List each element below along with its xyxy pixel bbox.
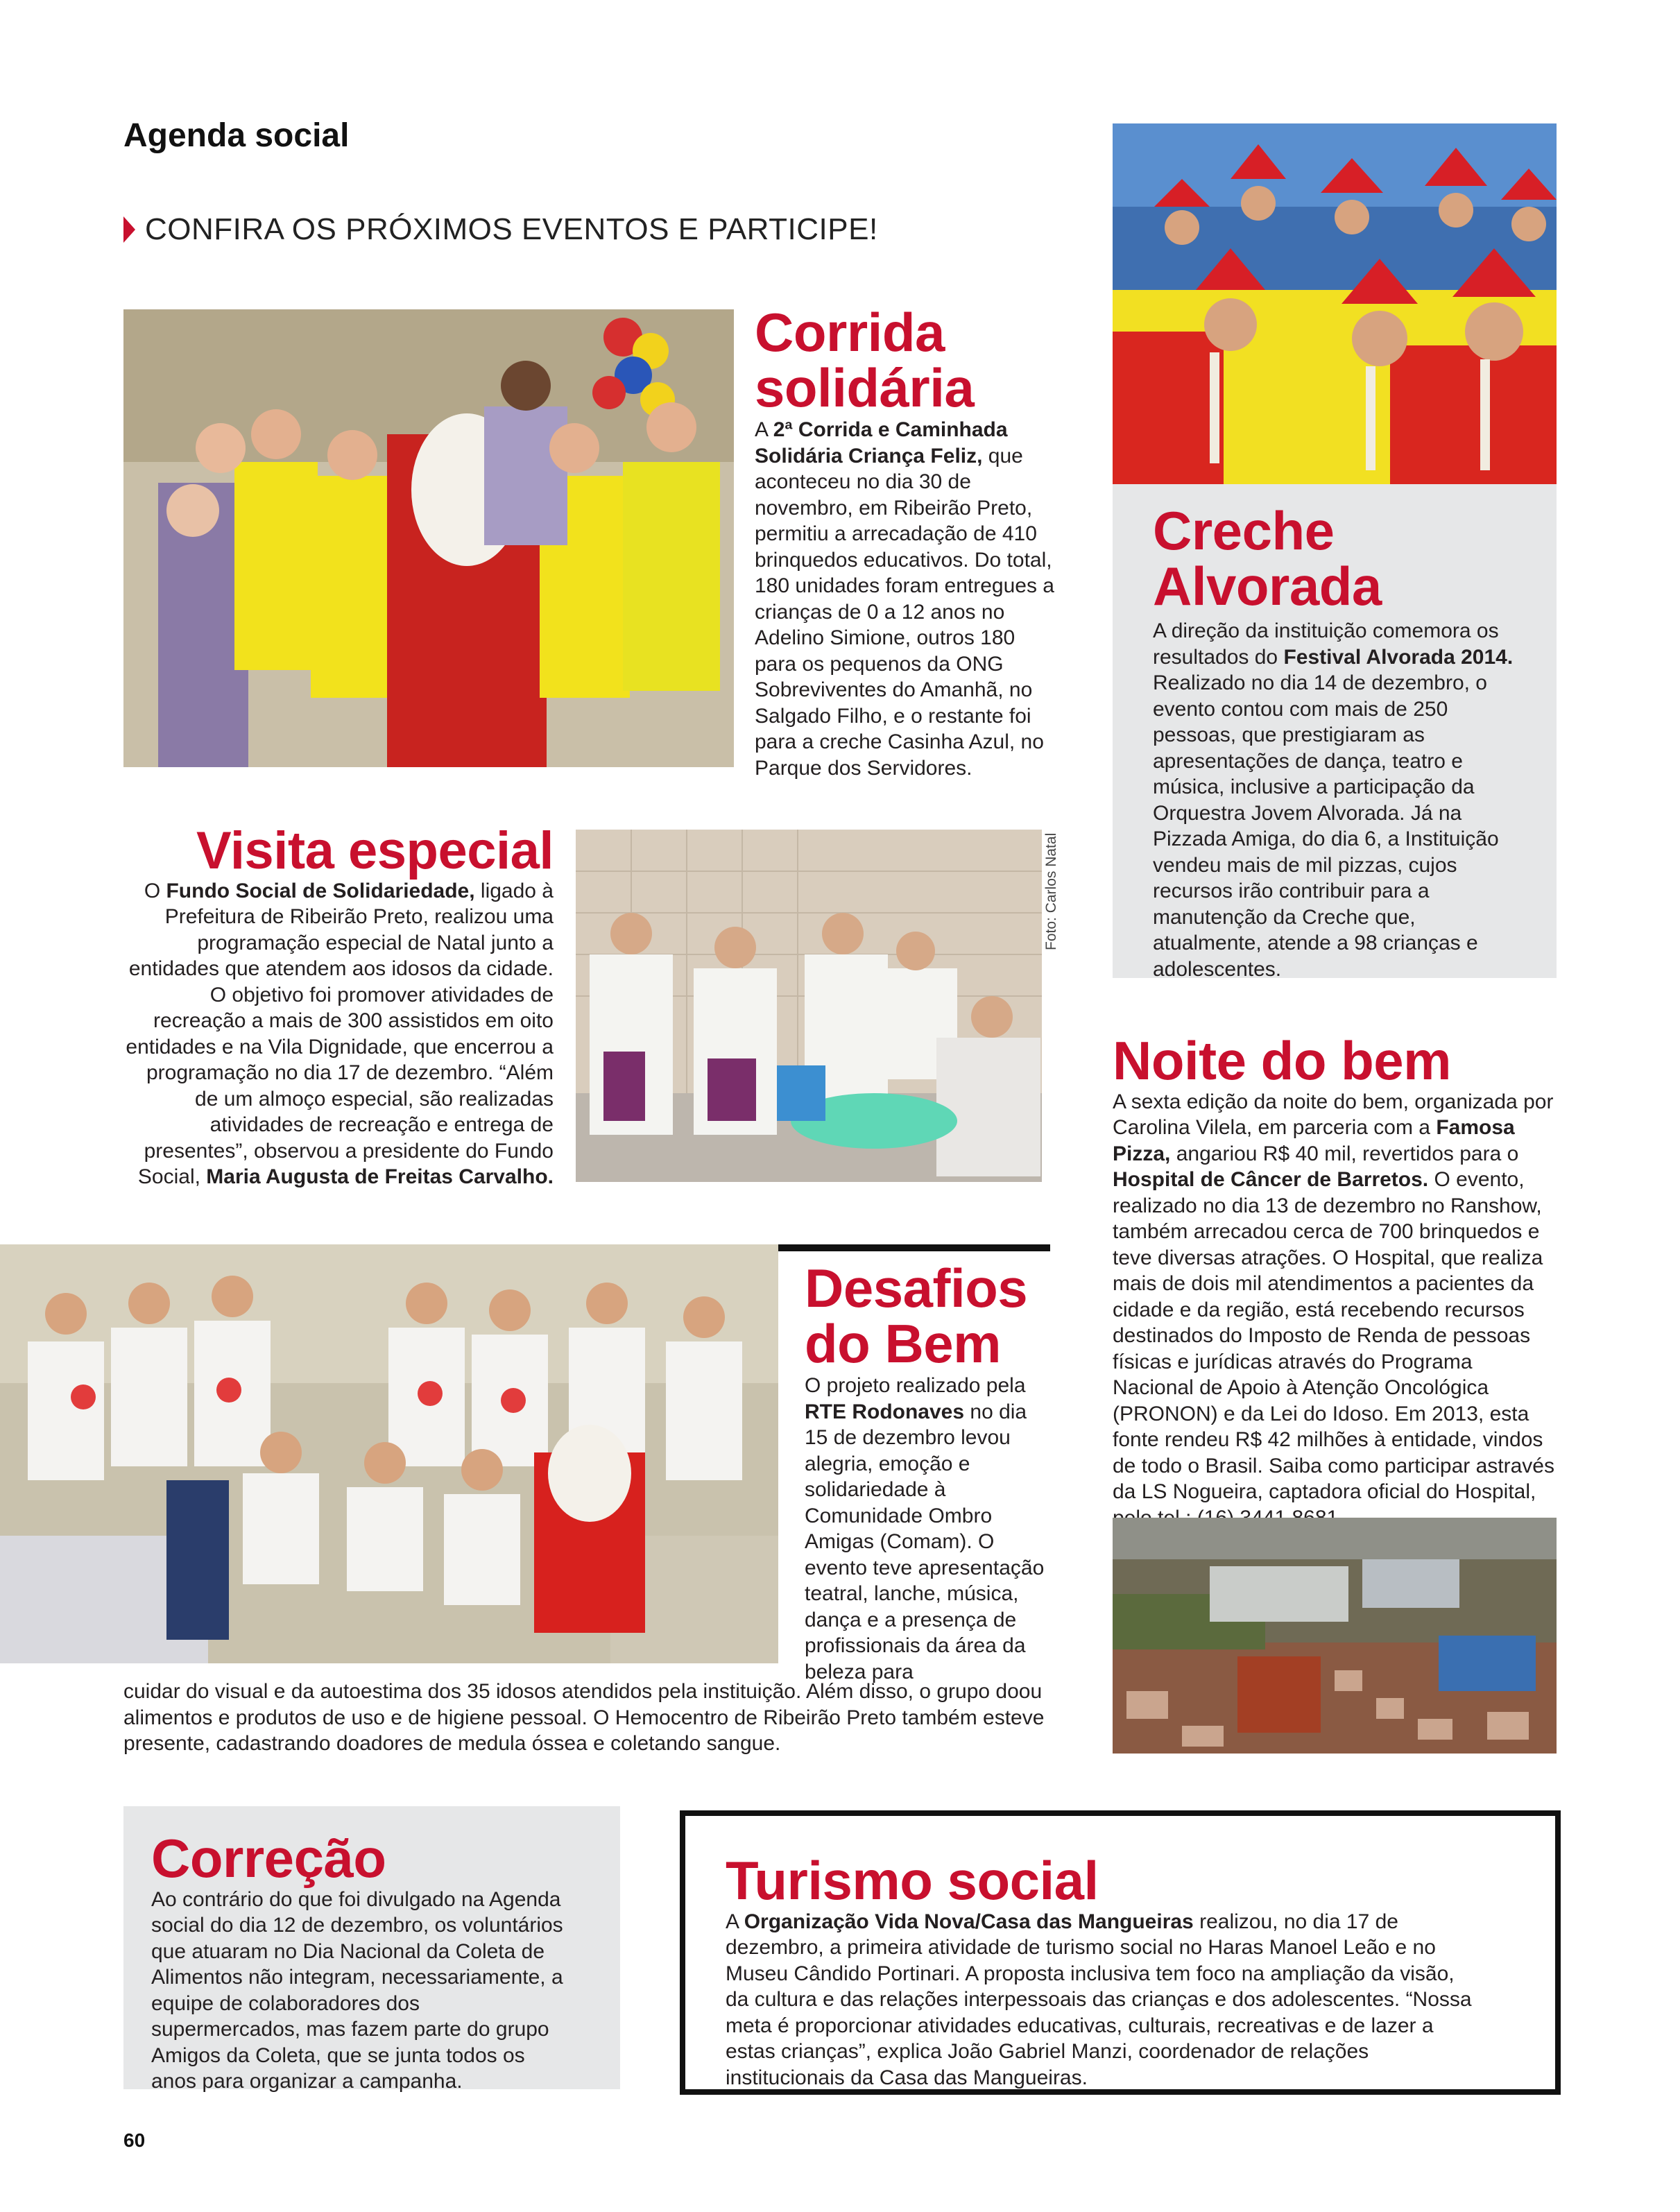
desafios-rte: RTE Rodonaves <box>805 1400 965 1423</box>
corrida-title: Corrida solidária <box>755 302 975 418</box>
noite-title: Noite do bem <box>1113 1030 1452 1091</box>
corrida-body <box>755 417 1060 781</box>
subheader-text: CONFIRA OS PRÓXIMOS EVENTOS E PARTICIPE! <box>145 212 878 246</box>
photo-credit: Foto: Carlos Natal <box>1043 832 1059 950</box>
visita-title: Visita especial <box>196 821 554 880</box>
noite-p2: angariou R$ 40 mil, revertidos para o <box>1170 1142 1519 1165</box>
desafios-rule <box>778 1244 1050 1251</box>
creche-text: Realizado no dia 14 de dezembro, o evento contou com mais de 250 pessoas, que prestigiaram as apresentações de dança, teatro e música, inclusive a participação da Orquestra Jovem Alvorada. Já na Pizzada Amiga, do dia 6, a Instituição vendeu mais de mil pizzas, cujos recursos irão contribuir para a manutenção da Creche que, atualmente, atende a 98 crianças e adolescentes. <box>1153 671 1499 981</box>
noite-photo-image <box>1113 1518 1557 1754</box>
correcao-body: Ao contrário do que foi divulgado na Agenda social do dia 12 de dezembro, os voluntários que atuaram no Dia Nacional da Coleta de Alimentos não integram, necessariamente, a equipe de colaboradores dos supermercados, mas fazem parte do grupo Amigos da Coleta, que se junta todos os anos para organizar a campanha. <box>151 1887 563 2093</box>
visita-intro: O <box>144 879 166 902</box>
visita-fundo: Fundo Social de Solidariedade, <box>166 879 475 902</box>
corrida-intro: A <box>755 418 773 442</box>
corrida-article <box>755 302 1060 781</box>
turismo-p2: realizou, no dia 17 de dezembro, a primeira atividade de turismo social no Haras Manoel Leão e no Museu Cândido Portinari. A proposta inclusiva tem foco na ampliação da visão, da cultura e das relações interpessoais das crianças e dos adolescentes. “Nossa meta é proporcionar atividades educativas, culturais, recreativas e de lazer a estas crianças”, explica João Gabriel Manzi, coordenador de relações institucionais da Casa das Mangueiras. <box>726 1910 1472 2089</box>
turismo-title: Turismo social <box>726 1850 1099 1911</box>
noite-p1: A sexta edição da noite do bem, organizada por Carolina Vilela, em parceria com a <box>1113 1090 1554 1140</box>
corrida-photo-image <box>123 309 734 767</box>
turismo-box <box>680 1810 1561 2095</box>
page-number: 60 <box>123 2129 146 2151</box>
turismo-p1: A <box>726 1910 744 1933</box>
visita-article <box>123 821 554 1190</box>
visita-photo <box>576 830 1042 1182</box>
noite-photo <box>1113 1518 1557 1754</box>
desafios-p1: O projeto realizado pela <box>805 1374 1026 1398</box>
noite-p3: O evento, realizado no dia 13 de dezembro no Ranshow, também arrecadou cerca de 700 brinquedos e teve diversas atrações. O Hospital, que realiza mais de dois mil atendimentos a pacientes da cidade e da região, está recebendo recursos destinados do Imposto de Renda de pessoas físicas e jurídicas através do Programa Nacional de Apoio à Atenção Oncológica (PRONON) e da Lei do Idoso. Em 2013, esta fonte rendeu R$ 42 milhões à entidade, vindos de todo o Brasil. Saiba como participar astravés da LS Nogueira, captadora oficial do Hospital, <box>1113 1168 1554 1504</box>
corrida-photo <box>123 309 734 767</box>
correcao-title: Correção <box>151 1828 386 1889</box>
creche-intro: A direção da instituição comemora os resultados do <box>1153 619 1499 669</box>
subheader <box>123 212 878 247</box>
arrow-icon <box>123 216 135 243</box>
noite-hospital: Hospital de Câncer de Barretos. <box>1113 1168 1429 1192</box>
desafios-article <box>805 1258 1054 1685</box>
visita-text: ligado à Prefeitura de Ribeirão Preto, realizou uma programação especial de Natal junto a entidades que atendem aos idosos da cidade. O objetivo foi promover atividades de recreação a mais de 300 assistidos em oito entidades e na Vila Dignidade, que encerrou a programação no dia 17 de dezembro. “Além de um almoço especial, são realizadas atividades de recreação e entrega de presentes”, observou a presidente do Fundo Social, <box>126 879 554 1189</box>
noite-article <box>1113 1030 1557 1531</box>
noite-famosa: Famosa Pizza, <box>1113 1116 1515 1165</box>
desafios-continuation: cuidar do visual e da autoestima dos 35 idosos atendidos pela instituição. Além disso, o grupo doou alimentos e produtos de uso e de higiene pessoal. O Hemocentro de Ribeirão Preto também esteve presente, cadastrando doadores de medula óssea e coletando sangue. <box>123 1680 1045 1755</box>
creche-box <box>1113 484 1557 981</box>
corrida-event-name: 2ª Corrida e Caminhada Solidária Criança Feliz, <box>755 418 1008 468</box>
corrida-text: que aconteceu no dia 30 de novembro, em Ribeirão Preto, permitiu a arrecadação de 410 brinquedos educativos. Do total, 180 unidades foram entregues a crianças de 0 a 12 anos no Adelino Simione, outros 180 para os pequenos da ONG Sobreviventes do Amanhã, no Salgado Filho, e o restante foi para a creche Casinha Azul, no Parque dos Servidores. <box>755 444 1054 780</box>
noite-body <box>1113 1089 1557 1532</box>
correcao-box <box>123 1806 620 2093</box>
creche-festival: Festival Alvorada 2014. <box>1283 645 1514 669</box>
turismo-org: Organização Vida Nova/Casa das Mangueiras <box>744 1910 1194 1933</box>
visita-presidente: Maria Augusta de Freitas Carvalho. <box>206 1165 554 1189</box>
creche-photo-image <box>1113 123 1557 484</box>
desafios-body <box>805 1373 1054 1685</box>
creche-body <box>1153 618 1527 982</box>
desafios-p2: no dia 15 de dezembro levou alegria, emoção e solidariedade à Comunidade Ombro Amigas (Comam). O evento teve apresentação teatral, lanche, música, dança e a presença de profissionais da área da beleza para <box>805 1400 1045 1683</box>
desafios-title: Desafios do Bem <box>805 1258 1028 1374</box>
section-label: Agenda social <box>123 117 350 154</box>
visita-photo-image <box>576 830 1042 1182</box>
visita-body <box>123 878 554 1190</box>
desafios-photo-image <box>0 1244 778 1663</box>
turismo-body <box>726 1909 1482 2091</box>
desafios-photo <box>0 1244 778 1663</box>
creche-title: Creche Alvorada <box>1153 500 1382 617</box>
creche-photo <box>1113 123 1557 484</box>
